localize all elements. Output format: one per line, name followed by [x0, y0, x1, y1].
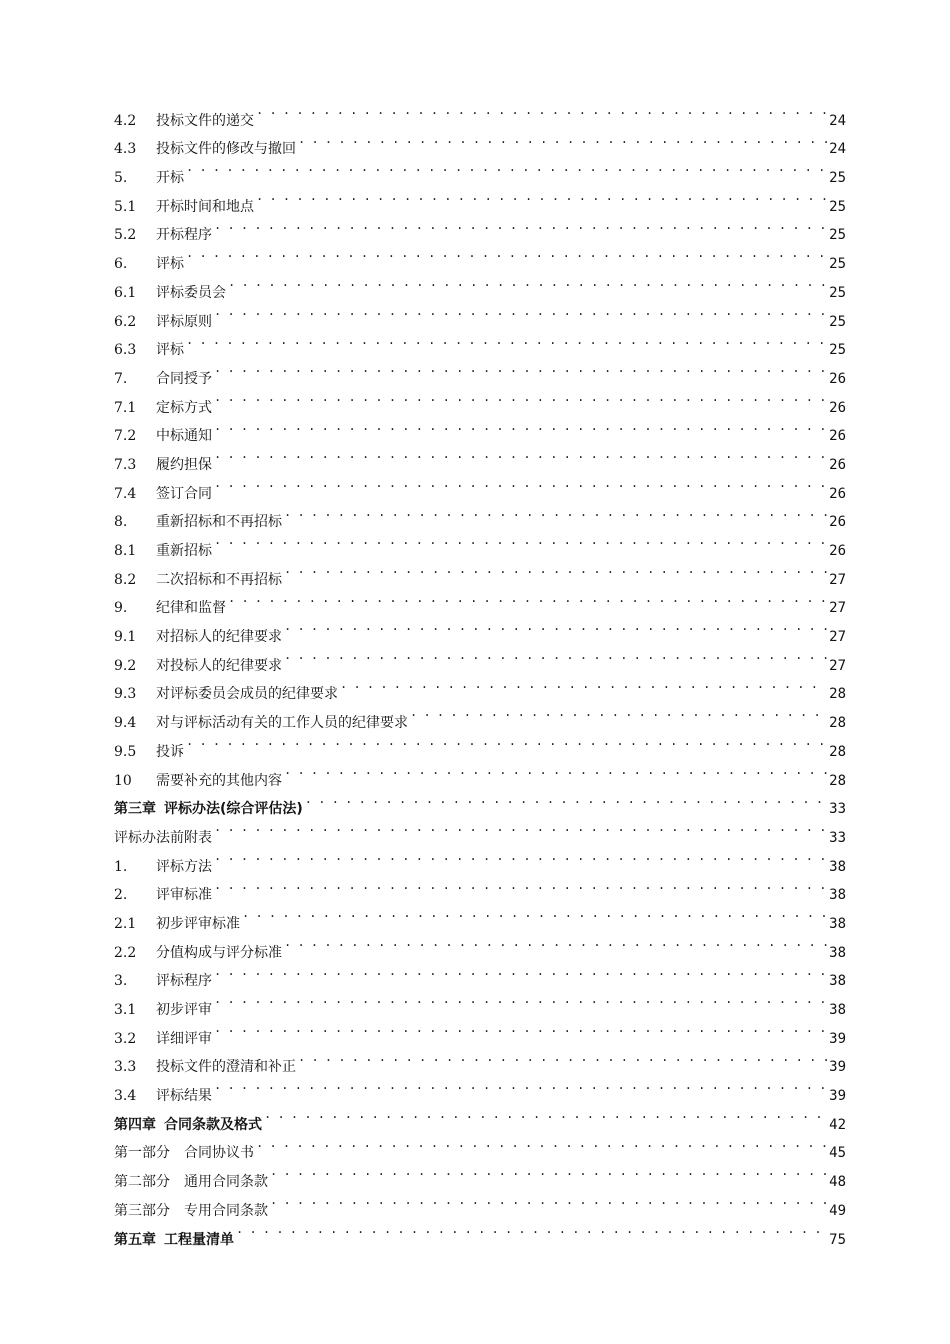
toc-entry[interactable] [114, 985, 846, 1018]
toc-entry-title: 对招标人的纪律要求 [156, 629, 282, 646]
toc-entry-title: 重新招标和不再招标 [156, 514, 282, 531]
toc-dot-leader [284, 756, 827, 785]
toc-entry[interactable] [114, 498, 846, 531]
toc-entry-page-number: 38 [829, 858, 846, 875]
toc-entry-title: 评标结果 [156, 1088, 212, 1105]
toc-entry-page-number: 28 [829, 743, 846, 760]
toc-entry-number: 9. [114, 600, 128, 617]
toc-entry-page-number: 25 [829, 313, 846, 330]
toc-entry-page-number: 26 [829, 428, 846, 445]
toc-entry-number: 1. [114, 858, 128, 875]
toc-entry-title: 合同协议书 [184, 1145, 254, 1162]
toc-entry-title: 分值构成与评分标准 [156, 944, 282, 961]
toc-entry-title: 详细评审 [156, 1030, 212, 1047]
toc-entry-number: 7.3 [114, 456, 137, 473]
toc-entry-number: 2. [114, 887, 128, 904]
toc-entry-page-number: 26 [829, 370, 846, 387]
toc-dot-leader [284, 928, 827, 957]
toc-entry-title: 投标文件的修改与撤回 [156, 141, 296, 158]
toc-entry-page-number: 25 [829, 170, 846, 187]
toc-entry-number: 7. [114, 370, 128, 387]
toc-entry-title: 履约担保 [156, 456, 212, 473]
toc-entry-number: 6. [114, 256, 128, 273]
toc-entry-page-number: 38 [829, 944, 846, 961]
toc-entry-number: 7.2 [114, 428, 137, 445]
toc-entry-number: 第三部分 [114, 1202, 170, 1219]
toc-entry-number: 6.3 [114, 342, 137, 359]
toc-entry-number: 7.4 [114, 485, 137, 502]
toc-entry-page-number: 25 [829, 284, 846, 301]
toc-entry-title: 评标办法前附表 [114, 829, 212, 846]
toc-entry[interactable] [114, 239, 846, 273]
toc-dot-leader [214, 813, 827, 842]
toc-entry-page-number: 26 [829, 399, 846, 416]
toc-entry[interactable] [114, 153, 846, 187]
toc-dot-leader [305, 785, 827, 814]
toc-entry-page-number: 27 [829, 657, 846, 674]
toc-entry-title: 评审标准 [156, 887, 212, 904]
toc-entry-page-number: 25 [829, 256, 846, 273]
toc-dot-leader [214, 383, 827, 412]
toc-entry-page-number: 26 [829, 543, 846, 559]
toc-entry[interactable] [114, 1100, 846, 1133]
toc-entry[interactable] [114, 211, 846, 244]
toc-entry-number: 4.2 [114, 112, 137, 129]
toc-entry-title: 评标委员会 [156, 284, 226, 301]
toc-entry-page-number: 33 [829, 801, 846, 818]
toc-entry-title: 合同授予 [156, 370, 212, 387]
toc-entry[interactable] [114, 727, 846, 760]
toc-entry-number: 第一部分 [114, 1145, 170, 1162]
toc-entry-number: 5. [114, 170, 128, 187]
toc-entry-page-number: 49 [829, 1202, 846, 1219]
toc-entry-number: 8.1 [114, 543, 137, 559]
toc-dot-leader [214, 842, 827, 871]
toc-entry-title: 需要补充的其他内容 [156, 772, 282, 789]
toc-entry-number: 2.2 [114, 944, 137, 961]
toc-entry-title: 评标办法(综合评估法) [164, 801, 303, 818]
toc-entry-number: 第三章 [114, 801, 156, 818]
toc-entry-number: 8. [114, 514, 128, 531]
toc-entry-title: 定标方式 [156, 399, 212, 416]
toc-entry-page-number: 45 [829, 1145, 846, 1162]
toc-entry-title: 通用合同条款 [184, 1174, 268, 1191]
toc-entry[interactable] [114, 899, 846, 932]
toc-entry-title: 投诉 [156, 743, 184, 760]
toc-entry-page-number: 38 [829, 973, 846, 990]
toc-entry-number: 9.5 [114, 743, 137, 760]
toc-entry-number: 8.2 [114, 571, 137, 588]
toc-entry-number: 3. [114, 973, 128, 990]
toc-entry[interactable] [114, 871, 846, 904]
toc-entry[interactable] [114, 354, 846, 387]
toc-entry[interactable] [114, 957, 846, 990]
toc-entry-title: 纪律和监督 [156, 600, 226, 617]
toc-entry-title: 投标文件的递交 [156, 112, 254, 129]
toc-dot-leader [270, 1186, 827, 1215]
toc-dot-leader [214, 1014, 827, 1043]
toc-entry[interactable] [114, 1014, 846, 1047]
toc-entry-title: 对与评标活动有关的工作人员的纪律要求 [156, 715, 408, 732]
toc-entry-page-number: 38 [829, 887, 846, 904]
toc-dot-leader [214, 412, 827, 441]
toc-entry-page-number: 39 [829, 1059, 846, 1076]
toc-entry-number: 9.2 [114, 657, 137, 674]
toc-entry[interactable] [114, 526, 846, 559]
toc-dot-leader [214, 1071, 827, 1100]
toc-entry-number: 10 [114, 772, 132, 789]
toc-entry-number: 第四章 [114, 1116, 156, 1133]
toc-entry-title: 对评标委员会成员的纪律要求 [156, 686, 338, 703]
toc-dot-leader [242, 899, 827, 928]
toc-dot-leader [256, 96, 827, 125]
toc-dot-leader [284, 612, 827, 641]
toc-entry[interactable] [114, 412, 846, 445]
toc-entry-page-number: 39 [829, 1030, 846, 1047]
toc-entry-title: 工程量清单 [164, 1231, 234, 1248]
toc-entry[interactable] [114, 1043, 846, 1076]
toc-entry-title: 评标方法 [156, 858, 212, 875]
toc-entry-title: 中标通知 [156, 428, 212, 445]
toc-entry-number: 9.3 [114, 686, 137, 703]
toc-entry-page-number: 39 [829, 1088, 846, 1105]
toc-entry[interactable] [114, 813, 846, 846]
toc-entry-number: 9.4 [114, 715, 137, 732]
toc-entry[interactable] [114, 383, 846, 416]
toc-entry-title: 合同条款及格式 [164, 1116, 262, 1133]
toc-dot-leader [256, 182, 827, 211]
toc-dot-leader [264, 1100, 827, 1129]
toc-entry[interactable] [114, 182, 846, 215]
toc-entry[interactable] [114, 1071, 846, 1105]
toc-entry-page-number: 25 [829, 227, 846, 244]
toc-entry-title: 评标 [156, 256, 184, 273]
toc-entry-title: 初步评审 [156, 1002, 212, 1018]
toc-entry-number: 3.2 [114, 1030, 137, 1047]
toc-entry-page-number: 33 [829, 829, 846, 846]
toc-entry-number: 2.1 [114, 915, 137, 932]
toc-entry-number: 第二部分 [114, 1174, 170, 1191]
toc-entry[interactable] [114, 469, 846, 502]
toc-dot-leader [186, 239, 827, 268]
toc-dot-leader [298, 1043, 827, 1072]
toc-entry-number: 9.1 [114, 629, 137, 646]
toc-entry-page-number: 42 [829, 1116, 846, 1133]
toc-dot-leader [236, 1215, 827, 1244]
toc-entry-title: 评标程序 [156, 973, 212, 990]
toc-entry-title: 重新招标 [156, 543, 212, 559]
toc-dot-leader [214, 440, 827, 469]
toc-entry-title: 专用合同条款 [184, 1202, 268, 1219]
toc-entry[interactable] [114, 268, 846, 301]
toc-dot-leader [284, 498, 827, 527]
toc-dot-leader [228, 584, 827, 613]
toc-entry-number: 3.1 [114, 1002, 137, 1018]
toc-dot-leader [214, 469, 827, 498]
toc-entry-page-number: 26 [829, 485, 846, 502]
toc-entry-page-number: 27 [829, 629, 846, 646]
toc-entry-page-number: 38 [829, 1002, 846, 1018]
toc-entry-number: 7.1 [114, 399, 137, 416]
toc-dot-leader [256, 1129, 827, 1158]
toc-dot-leader [298, 125, 827, 154]
toc-dot-leader [186, 153, 827, 182]
toc-entry-page-number: 25 [829, 198, 846, 215]
toc-dot-leader [214, 211, 827, 240]
toc-entry-page-number: 27 [829, 600, 846, 617]
toc-entry-page-number: 48 [829, 1174, 846, 1191]
toc-entry-page-number: 25 [829, 342, 846, 359]
toc-dot-leader [214, 526, 827, 555]
toc-dot-leader [186, 727, 827, 756]
toc-entry[interactable] [114, 555, 846, 588]
toc-entry-title: 二次招标和不再招标 [156, 571, 282, 588]
toc-entry[interactable] [114, 297, 846, 330]
toc-dot-leader [270, 1157, 827, 1186]
toc-dot-leader [214, 871, 827, 900]
toc-dot-leader [186, 326, 827, 355]
toc-entry-page-number: 27 [829, 571, 846, 588]
toc-entry-number: 6.1 [114, 284, 137, 301]
toc-dot-leader [214, 297, 827, 326]
toc-entry[interactable] [114, 326, 846, 359]
toc-entry-title: 签订合同 [156, 485, 212, 502]
toc-entry[interactable] [114, 842, 846, 875]
toc-entry-number: 第五章 [114, 1231, 156, 1248]
toc-entry-title: 开标程序 [156, 227, 212, 244]
toc-entry-number: 5.2 [114, 227, 137, 244]
toc-entry-title: 开标 [156, 170, 184, 187]
toc-entry-number: 4.3 [114, 141, 137, 158]
toc-dot-leader [284, 641, 827, 670]
toc-dot-leader [214, 354, 827, 383]
toc-entry-title: 投标文件的澄清和补正 [156, 1059, 296, 1076]
toc-entry-page-number: 26 [829, 456, 846, 473]
toc-entry-page-number: 28 [829, 686, 846, 703]
toc-entry[interactable] [114, 756, 846, 789]
toc-entry[interactable] [114, 440, 846, 473]
toc-entry-title: 对投标人的纪律要求 [156, 657, 282, 674]
toc-dot-leader [228, 268, 827, 297]
toc-entry-number: 5.1 [114, 198, 137, 215]
toc-dot-leader [284, 555, 827, 584]
toc-entry-page-number: 28 [829, 715, 846, 732]
toc-dot-leader [214, 985, 827, 1014]
toc-dot-leader [340, 670, 827, 699]
toc-entry[interactable] [114, 96, 846, 129]
toc-entry-page-number: 75 [829, 1231, 846, 1248]
toc-entry-page-number: 24 [829, 112, 846, 129]
toc-entry-title: 开标时间和地点 [156, 198, 254, 215]
toc-entry-number: 6.2 [114, 313, 137, 330]
toc-entry-page-number: 26 [829, 514, 846, 531]
toc-entry-page-number: 38 [829, 915, 846, 932]
toc-entry-number: 3.4 [114, 1088, 137, 1105]
toc-entry-page-number: 28 [829, 772, 846, 789]
toc-dot-leader [410, 698, 827, 727]
toc-entry-title: 评标原则 [156, 313, 212, 330]
toc-entry-title: 初步评审标准 [156, 915, 240, 932]
toc-entry-number: 3.3 [114, 1059, 137, 1076]
toc-dot-leader [214, 957, 827, 986]
table-of-contents [114, 96, 846, 1248]
toc-entry-title: 评标 [156, 342, 184, 359]
toc-entry-page-number: 24 [829, 141, 846, 158]
